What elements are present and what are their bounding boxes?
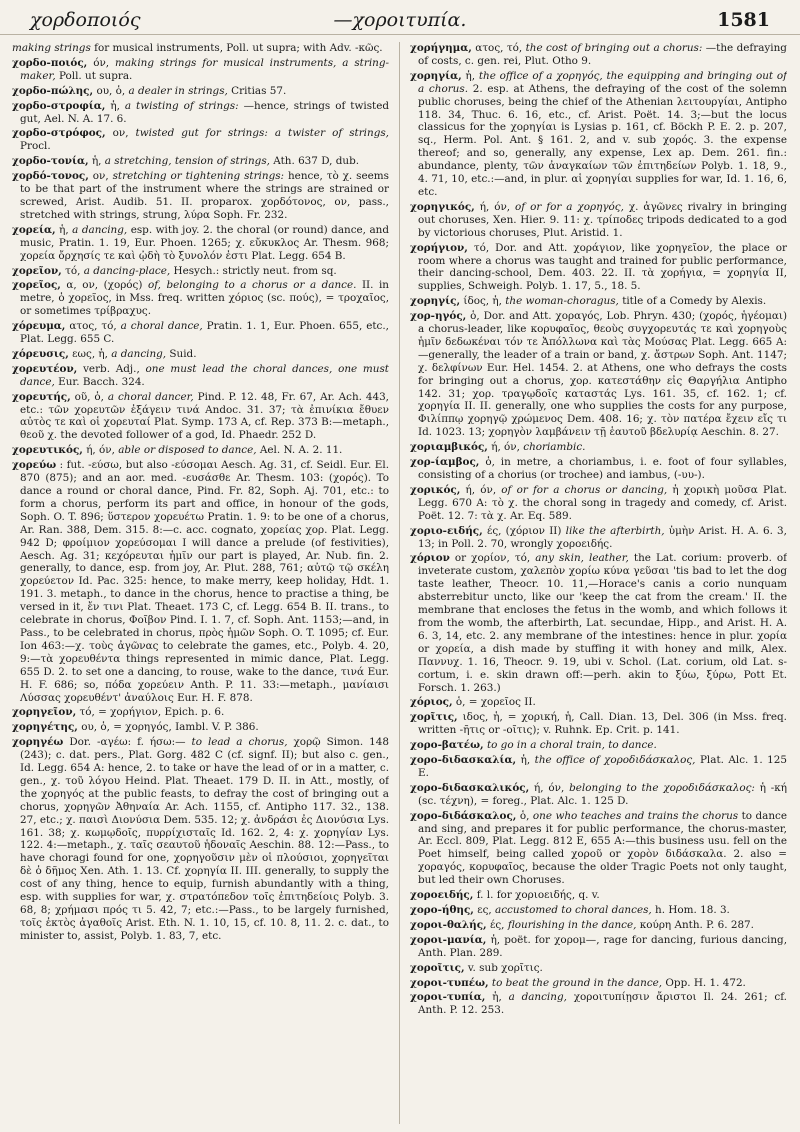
entry-definition: accustomed to choral dances, xyxy=(495,904,652,916)
dictionary-entry xyxy=(410,754,787,780)
entry-definition: making strings xyxy=(12,42,91,54)
headword: χορευτής, xyxy=(12,390,71,403)
dictionary-entry xyxy=(12,391,389,443)
entry-body: Procl. xyxy=(20,140,51,153)
entry-definition: a dancing-place, xyxy=(83,264,171,277)
entry-body: Suid. xyxy=(169,347,197,360)
entry-grammar: ὁ, xyxy=(470,310,480,323)
entry-body: —hence, strings of twisted gut, Ael. N. A. 17. 6. xyxy=(20,99,389,125)
headword: χορδό-τονος, xyxy=(12,170,89,183)
entry-grammar: : fut. -εύσω, xyxy=(59,459,123,472)
entry-grammar: τό, xyxy=(65,264,81,277)
entry-grammar: ου, ὁ, xyxy=(96,84,126,97)
dictionary-entry xyxy=(12,444,389,457)
dictionary-entry xyxy=(12,736,389,943)
dictionary-entry xyxy=(12,721,389,734)
entry-definition: of or for a χορηγός, xyxy=(515,200,624,213)
entry-body: ἡ -κή (sc. τέχνη), = foreg., Plat. Alc. 1. 125 D. xyxy=(418,781,787,807)
entry-body: to dance and sing, and prepares it for public performance, the chorus-master, Ar. Eccl. 809, Plat. Legg. 812 E, 655 A:—this business usu. fell on the Poet himself, being called χοροῦ or χορὸν διδάσκαλα. 2. also = χοραγός, κορυφαῖος, because the older Tragic Poets not only taught, but led their own Choruses. xyxy=(418,809,787,887)
headword: χορευτέον, xyxy=(12,362,78,375)
entry-grammar: α, ον, (χορός) xyxy=(66,279,143,292)
entry-definition: the woman-choragus, xyxy=(505,295,619,308)
dictionary-entry xyxy=(410,782,787,808)
entry-body: Opp. H. 1. 472. xyxy=(665,976,746,989)
entry-definition: twisted gut for strings: a twister of strings, xyxy=(135,127,389,140)
entry-definition: to beat the ground in the dance, xyxy=(491,976,663,989)
entry-body: χορῷ Simon. 148 (243); c. dat. pers., Plat. Gorg. 482 C (cf. signf. II); but also c. gen., Id. Legg. 654 A: hence, 2. to take or have the lead of or in a matter, c. gen., χ. τοῦ λόγου Heind. Plat. Theaet. 179 D. II. in Att., mostly, of the χορηγός at the public feasts, to defray the cost of bringing out a chorus, χορηγῶν Ἀθηναία Ar. Ach. 1155, cf. Antipho 117. 32., 138. 27, etc.; χ. παισὶ Διονύσια Dem. 535. 12; χ. ἀνδράσι ἐς Διονύσια Lys. 161. 38; χ. κωμῳδοῖς, πυρρίχισταῖς Id. 162. 2, 4: χ. χορηγίαν Lys. 122. 4:—metaph., χ. ταῖς σεαυτοῦ ἡδοναῖς Aeschin. 88. 12:—Pass., to have choragi found for one, χορηγοῦσιν μὲν οἱ πλούσιοι, χορηγεῖται δὲ ὁ δῆμος Xen. Ath. 1. 13. Cf. χορηγία II. III. generally, to supply the cost of any thing, hence to equip, furnish abundantly with a thing, esp. with supplies for war, χ. στρατόπεδον τοῖς ἐπιτηδείοις Polyb. 3. 68, 8; χρήμασι πρός τι 5. 42, 7; etc.:—Pass., to be largely furnished, τοῖς ἐκτὸς ἀγαθοῖς Arist. Eth. N. 1. 10, 15, cf. 10. 8, 11. 2. c. dat., to minister to, assist, Polyb. 1. 83, 7, etc. xyxy=(20,736,389,942)
dictionary-entry xyxy=(410,525,787,551)
entry-definition: stretching or tightening strings: xyxy=(112,170,285,183)
headword: χορο-ήθης, xyxy=(410,904,474,916)
entry-grammar: τό, = χορήγιον, xyxy=(79,706,162,719)
entry-grammar: or χορίον, τό, xyxy=(454,552,531,565)
entry-body: Hesych.: strictly neut. from sq. xyxy=(173,264,337,277)
entry-grammar: ἡ, xyxy=(465,69,476,82)
entry-grammar: ὁ, = χορεῖος II. xyxy=(455,696,536,709)
entry-definition: flourishing in the dance, xyxy=(507,918,637,931)
dictionary-entry xyxy=(410,696,787,709)
dictionary-entry xyxy=(410,962,787,975)
entry-body: esp. with joy. 2. the choral (or round) dance, and music, Pratin. 1. 19, Eur. Phoen. 1265; χ. εὔκυκλος Ar. Thesm. 968; χορεία ὄρχησίς τε καὶ ᾠδὴ τὸ ξυνολόν ἐστι Plat. Legg. 654 B. xyxy=(20,223,389,262)
entry-grammar: ή, όν, xyxy=(465,483,497,496)
headword: χορευτικός, xyxy=(12,444,83,457)
entry-grammar: ες, xyxy=(477,904,492,916)
entry-definition: like the afterbirth, xyxy=(565,524,665,537)
entry-definition: one who teaches and trains the chorus xyxy=(532,809,739,822)
entry-grammar: ἡ, xyxy=(492,991,502,1004)
entry-definition: a dealer in strings, xyxy=(128,84,228,97)
entry-body: Eur. Bacch. 324. xyxy=(58,375,145,388)
dictionary-entry xyxy=(12,706,389,719)
entry-definition: a choral dance, xyxy=(120,320,203,333)
left-column xyxy=(12,42,389,1124)
dictionary-entry xyxy=(410,295,787,308)
dictionary-entry xyxy=(12,363,389,389)
headword: χορο-διδασκαλία, xyxy=(410,754,517,767)
entry-body: for musical instruments, Poll. ut supra; with Adv. -κῶς. xyxy=(94,42,383,54)
entry-body: Ath. 637 D, dub. xyxy=(273,155,360,168)
entry-definition: a dancing, xyxy=(111,347,167,360)
headword: χόριος, xyxy=(410,696,453,709)
dictionary-entry xyxy=(410,810,787,887)
entry-body: Dor. and Att. χοραγός, Lob. Phryn. 430; (χορός, ἡγέομαι) a chorus-leader, like κορυφαῖος, θεοὺς συγχορευτάς τε καὶ χορηγοὺς ἡμῖν δεδωκέναι τόν τε Ἀπόλλωνα καὶ τὰς Μούσας Plat. Legg. 665 A:—generally, the leader of a train or band, χ. ἄστρων Soph. Ant. 1147; χ. δελφίνων Eur. Hel. 1454. 2. at Athens, one who defrays the costs for bringing out a chorus, χορ. κατεστάθην εἰς Θαργήλια Antipho 142. 31; χορ. τραγῳδοῖς καταστάς Lys. 161. 35, cf. 162. 1; cf. χορηγία II. II. generally, one who supplies the costs for any purpose, Φιλίππῳ χορηγῷ χρώμενος Dem. 408. 16; χ. τὸν πατέρα ἔχειν εἴς τι Id. 1023. 13; χορηγὸν λαμβάνειν τῇ ἑαυτοῦ βδελυρίᾳ Aeschin. 8. 27. xyxy=(418,310,787,439)
entry-body: Pratin. 1. 1, Eur. Phoen. 655, etc., Plat. Legg. 655 C. xyxy=(20,320,389,346)
entry-grammar: οῦ, ὁ, xyxy=(74,390,104,403)
entry-grammar: ατος, τό, xyxy=(69,320,117,333)
entry-grammar: ὁ, xyxy=(519,809,530,822)
entry-grammar: ἡ, xyxy=(59,223,69,236)
dictionary-entry xyxy=(410,919,787,932)
entry-body: Epich. p. 6. xyxy=(164,706,225,719)
dictionary-entry xyxy=(12,320,389,346)
entry-definition: able or disposed to dance, xyxy=(118,444,257,457)
headword: χοροῖτις, xyxy=(410,961,465,974)
headword: χοροι-τυπία, xyxy=(410,991,486,1004)
headword: χορῖτις, xyxy=(410,711,458,724)
entry-body: title of a Comedy by Alexis. xyxy=(622,295,767,308)
headword: χορ-ηγός, xyxy=(410,310,467,323)
headword: χορεῖον, xyxy=(12,264,62,277)
entry-body: Poll. ut supra. xyxy=(58,69,133,82)
entry-grammar: όν, xyxy=(93,56,110,69)
entry-grammar: ές, (χόριον II) xyxy=(486,524,562,537)
dictionary-entry xyxy=(12,100,389,126)
headword: χόρευσις, xyxy=(12,347,69,360)
entry-body: q. v. xyxy=(578,889,600,902)
dictionary-entry xyxy=(12,279,389,318)
dictionary-entry xyxy=(410,991,787,1017)
dictionary-entry xyxy=(410,904,787,917)
entry-grammar: ον, xyxy=(92,170,109,183)
headword: χοροειδής, xyxy=(410,889,474,902)
entry-definition: the cost of bringing out a chorus: xyxy=(525,42,703,54)
headword: χορήγημα, xyxy=(410,42,472,54)
dictionary-entry xyxy=(410,456,787,482)
entry-definition: the office of a χορηγός, the equipping and bringing out of a chorus. xyxy=(418,69,787,95)
headword: χορεύω xyxy=(12,459,57,472)
entry-grammar: ή, όν, xyxy=(479,200,511,213)
entry-grammar: ές, xyxy=(489,918,505,931)
dictionary-entry xyxy=(410,201,787,240)
headword: χοροι-θαλής, xyxy=(410,918,487,931)
entry-definition: one must lead the choral dances, one must dance, xyxy=(20,362,389,388)
headword: χορο-βατέω, xyxy=(410,739,484,752)
entry-grammar: v. sub χορῖτις. xyxy=(467,961,543,974)
entry-body: but also -εύσομαι Aesch. Ag. 31, cf. Seidl. Eur. El. 870 (875); and an aor. med. -ευσάσθε Ar. Thesm. 103: (χορός). To dance a round or choral dance, Pind. Fr. 82, Soph. Aj. 701, etc.: to form a chorus, perform its part and office, in honour of the gods, Soph. O. T. 896; ὕστερον χορευέτω Pratin. 1. 9: to be one of a chorus, Ar. Ran. 388, Dem. 315. 8:—c. acc. cognato, χορείας χορ. Plat. Legg. 942 D; φροίμιον χορεύσομαι I will dance a prelude (of festivities), Aesch. Ag. 31; κεχόρευται ἡμῖν our part is played, Ar. Nub. fin. 2. generally, to dance, esp. from joy, Ar. Plut. 288, 761; αὐτῷ τῷ σκέλη χορεύετον Id. Pac. 325: hence, to make merry, keep holiday, Hdt. 1. 191. 3. metaph., to dance in the chorus, hence to practise a thing, be versed in it, ἔν τινι Plat. Theaet. 173 C, cf. Legg. 654 B. II. trans., to celebrate in chorus, Φοῖβον Pind. I. 1. 7, cf. Soph. Ant. 1153;—and, in Pass., to be celebrated in chorus, πρὸς ἡμῶν Soph. O. T. 1095; cf. Eur. Ion 463:—χ. τοὺς ἀγῶνας to celebrate the games, etc., Polyb. 4. 20, 9:—τὰ χορευθέντα things represented in mimic dance, Plat. Legg. 655 D. 2. to set one a dancing, to rouse, wake to the dance, τινά Eur. H. F. 686; so, πόδα χορεύειν Anth. P. 11. 33:—metaph., μανίαισι Λύσσας χορευθέντ' ἀναύλοις Eur. H. F. 878. xyxy=(20,459,389,704)
headword: χοροι-μανία, xyxy=(410,933,487,946)
dictionary-entry xyxy=(410,310,787,439)
entry-body: χ. ἀγῶνες rivalry in bringing out choruses, Xen. Hier. 9. 11: χ. τρίποδες tripods dedicated to a god by victorious choruses, Plut. Aristid. 1. xyxy=(418,200,787,239)
entry-definition: making strings for musical instruments, a string-maker, xyxy=(20,56,389,82)
dictionary-entry xyxy=(410,711,787,737)
headword: χορηγέω xyxy=(12,736,64,749)
entry-body: II. in metre, ὁ χορεῖος, in Mss. freq. written χόριος (sc. πούς), = τροχαῖος, or sometimes τρίβραχυς. xyxy=(20,279,389,318)
entry-grammar: ή, όν, xyxy=(491,441,520,454)
header-first-word: χορδοποιός xyxy=(30,9,141,31)
entry-grammar: εως, ἡ, xyxy=(72,347,108,360)
entry-grammar: ου, ὁ, = χορηγός, xyxy=(81,721,172,734)
right-column xyxy=(410,42,787,1124)
entry-body: —the defraying of costs, c. gen. rei, Plut. Otho 9. xyxy=(418,42,787,67)
dictionary-entry xyxy=(12,127,389,153)
dictionary-entry xyxy=(12,224,389,263)
entry-definition: belonging to the χοροδιδάσκαλος: xyxy=(569,781,755,794)
entry-grammar: ἡ, xyxy=(110,99,120,112)
entry-definition: of, belonging to a chorus or a dance. xyxy=(147,279,357,292)
entry-body: ἡ χορικὴ μοῦσα Plat. Legg. 670 A: τὸ χ. the choral song in tragedy and comedy, cf. Arist. Poët. 12. 7: τὰ χ. Ar. Eq. 589. xyxy=(418,483,787,522)
running-header xyxy=(0,6,800,35)
entry-body: χοροιτυπίῃσιν ἄριστοι Il. 24. 261; cf. Anth. P. 12. 253. xyxy=(418,991,787,1017)
entry-definition: to lead a chorus, xyxy=(191,736,288,749)
headword: χορεία, xyxy=(12,223,56,236)
entry-grammar: ἡ, xyxy=(490,933,501,946)
dictionary-entry xyxy=(410,70,787,199)
entry-grammar: ἡ, xyxy=(520,754,531,767)
headword: χόριον xyxy=(410,552,450,565)
entry-body: Iambl. V. P. 386. xyxy=(175,721,259,734)
entry-definition: to go in a choral train, to dance. xyxy=(486,739,657,752)
entry-grammar: τό, xyxy=(473,241,490,254)
headword: χοριο-ειδής, xyxy=(410,524,483,537)
entry-grammar: ον, xyxy=(112,127,129,140)
entry-body: Call. Dian. 13, Del. 306 (in Mss. freq. written -ῆτις or -οῖτις); v. Ruhnk. Ep. Crit. p. 141. xyxy=(418,711,787,737)
entry-grammar: ιδος, ἡ, = χορική, ἡ, xyxy=(462,711,575,724)
column-divider xyxy=(399,42,400,1124)
headword: χορηγεῖον, xyxy=(12,706,77,719)
dictionary-entry xyxy=(12,85,389,98)
entry-body: the Lat. corium: proverb. of inveterate custom, χαλεπὸν χορίω κύνα γεῦσαι 'tis bad to let the dog taste leather, Theocr. 10. 11,—Horace's canis a corio nunquam absterrebitur uncto, like our 'keep the cat from the cream.' II. the membrane that encloses the fetus in the womb, and which follows it from the womb, the afterbirth, Lat. secundae, Hipp., and Arist. H. A. 6. 3, 14, etc. 2. any membrane of the intestines: hence in plur. χορία or χορεία, a dish made by stuffing it with honey and milk, Alex. Παννυχ. 1. 16, Theocr. 9. 19, ubi v. Schol. (Lat. corium, old Lat. s-cortum, i. e. skin drawn off:—perh. akin to ξύω, ξύρω, Pott Et. Forsch. 1. 263.) xyxy=(418,552,787,694)
entry-grammar: ατος, τό, xyxy=(475,42,523,54)
dictionary-entry xyxy=(410,484,787,523)
headword: χορηγικός, xyxy=(410,200,475,213)
entry-body: Pind. P. 12. 48, Fr. 67, Ar. Ach. 443, etc.: τῶν χορευτῶν ἐξάγειν τινά Andoc. 31. 37; τὰ ἐπινίκια ἔθυεν αὐτὸς τε καὶ οἱ χορευταί Plat. Symp. 173 A, cf. Rep. 373 B:—metaph., θεοῦ χ. the devoted follower of a god, Id. Phaedr. 252 D. xyxy=(20,390,389,442)
entry-body: κούρη Anth. P. 6. 287. xyxy=(639,918,754,931)
entry-definition: a stretching, tension of strings, xyxy=(104,155,270,168)
headword: χορο-διδάσκαλος, xyxy=(410,809,517,822)
headword: χορ-ίαμβος, xyxy=(410,456,480,469)
headword: χορδο-στρόφος, xyxy=(12,127,106,140)
dictionary-entry xyxy=(12,170,389,222)
entry-grammar: ὁ, xyxy=(485,456,495,469)
headword: χορεῖος, xyxy=(12,279,61,292)
entry-body: hence, τὸ χ. seems to be that part of the instrument where the strings are strained or screwed, Arist. Audib. 51. II. proparox. χορδότονος, ον, pass., stretched with strings, strung, λύρα Soph. Fr. 232. xyxy=(20,170,389,221)
entry-grammar: ἡ, xyxy=(91,155,102,168)
dictionary-entry xyxy=(410,977,787,990)
dictionary-entry xyxy=(12,57,389,83)
header-last-word: —χοροιτυπία. xyxy=(333,9,467,31)
dictionary-entry xyxy=(410,441,787,454)
page-number: 1581 xyxy=(717,9,770,31)
headword: χορηγία, xyxy=(410,69,462,82)
headword: χορηγέτης, xyxy=(12,721,78,734)
entry-definition: a dancing, xyxy=(508,991,567,1004)
entry-grammar: verb. Adj., xyxy=(83,362,140,375)
dictionary-entry xyxy=(410,739,787,752)
entry-grammar: ίδος, ἡ, xyxy=(463,295,502,308)
entry-definition: a twisting of strings: xyxy=(124,99,239,112)
dictionary-entry xyxy=(410,934,787,960)
entry-body: 2. esp. at Athens, the defraying of the cost of the solemn public choruses, being the chief of the Athenian λειτουργίαι, Antipho 118. 34, Thuc. 6. 16, etc., cf. Arist. Poët. 14. 3;—but the locus classicus for the χορηγίαι is Lysias p. 161, cf. Böckh P. E. 2. p. 207, sq., Herm. Pol. Ant. § 161. 2, and v. sub χορός. 3. the expense thereof; and so, generally, any expense, Lex ap. Dem. 261. fin.: abundance, plenty, τῶν ἀναγκαίων τῶν ἐπιτηδείων Polyb. 1. 18, 9., 4. 71, 10, etc.:—and, in plur. αἱ χορηγίαι supplies for war, Id. 1. 16, 6, etc. xyxy=(418,82,787,198)
headword: χορηγίς, xyxy=(410,295,461,308)
headword: χοριαμβικός, xyxy=(410,441,488,454)
headword: χορδο-ποιός, xyxy=(12,56,88,69)
entry-definition: any skin, leather, xyxy=(535,552,629,565)
entry-definition: of or for a chorus or dancing, xyxy=(501,483,668,496)
dictionary-entry xyxy=(12,459,389,704)
headword: χορδο-πώλης, xyxy=(12,84,94,97)
dictionary-entry xyxy=(410,552,787,694)
entry-body: ὑμὴν Arist. H. A. 6. 3, 13; in Poll. 2. 70, wrongly χοροειδής. xyxy=(418,524,787,550)
dictionary-entry xyxy=(410,242,787,294)
headword: χόρευμα, xyxy=(12,320,66,333)
dictionary-entry xyxy=(12,348,389,361)
entry-grammar: ή, όν, xyxy=(534,781,565,794)
entry-body: in metre, a choriambus, i. e. foot of four syllables, consisting of a chorius (or trochee) and iambus, (-υυ-). xyxy=(418,456,787,481)
entry-definition: a dancing, xyxy=(72,223,128,236)
headword: χορδο-στροφία, xyxy=(12,99,106,112)
entry-grammar: Dor. -αγέω: f. ήσω:— xyxy=(69,736,186,749)
entry-body: Critias 57. xyxy=(231,84,287,97)
entry-definition: the office of χοροδιδάσκαλος, xyxy=(534,754,696,767)
entry-grammar: f. l. for χοριοειδής, xyxy=(476,889,576,902)
entry-body: Ael. N. A. 2. 11. xyxy=(259,444,343,457)
entry-grammar: ή, όν, xyxy=(86,444,115,457)
dictionary-entry xyxy=(12,155,389,168)
headword: χορο-διδασκαλικός, xyxy=(410,781,530,794)
headword: χορήγιον, xyxy=(410,241,468,254)
headword: χοροι-τυπέω, xyxy=(410,976,489,989)
dictionary-entry xyxy=(410,889,787,902)
entry-body: poët. for χορομ—, rage for dancing, furious dancing, Anth. Plan. 289. xyxy=(418,933,787,959)
entry-body: Plat. Alc. 1. 125 E. xyxy=(418,754,787,779)
entry-definition: a choral dancer, xyxy=(107,390,194,403)
entry-definition: choriambic. xyxy=(523,441,586,454)
dictionary-entry xyxy=(410,42,787,68)
dictionary-entry xyxy=(12,265,389,278)
entry-body: h. Hom. 18. 3. xyxy=(655,904,730,916)
headword: χορικός, xyxy=(410,483,461,496)
entry-body: Dor. and Att. χοράγιον, like χορηγεῖον, the place or room where a chorus was taught and trained for public performance, their dancing-school, Dem. 403. 22. II. τὰ χορήγια, = χορηγία II, supplies, Schweigh. Polyb. 1. 17, 5., 18. 5. xyxy=(418,241,787,293)
dictionary-entry xyxy=(12,42,389,55)
headword: χορδο-τονία, xyxy=(12,155,89,168)
